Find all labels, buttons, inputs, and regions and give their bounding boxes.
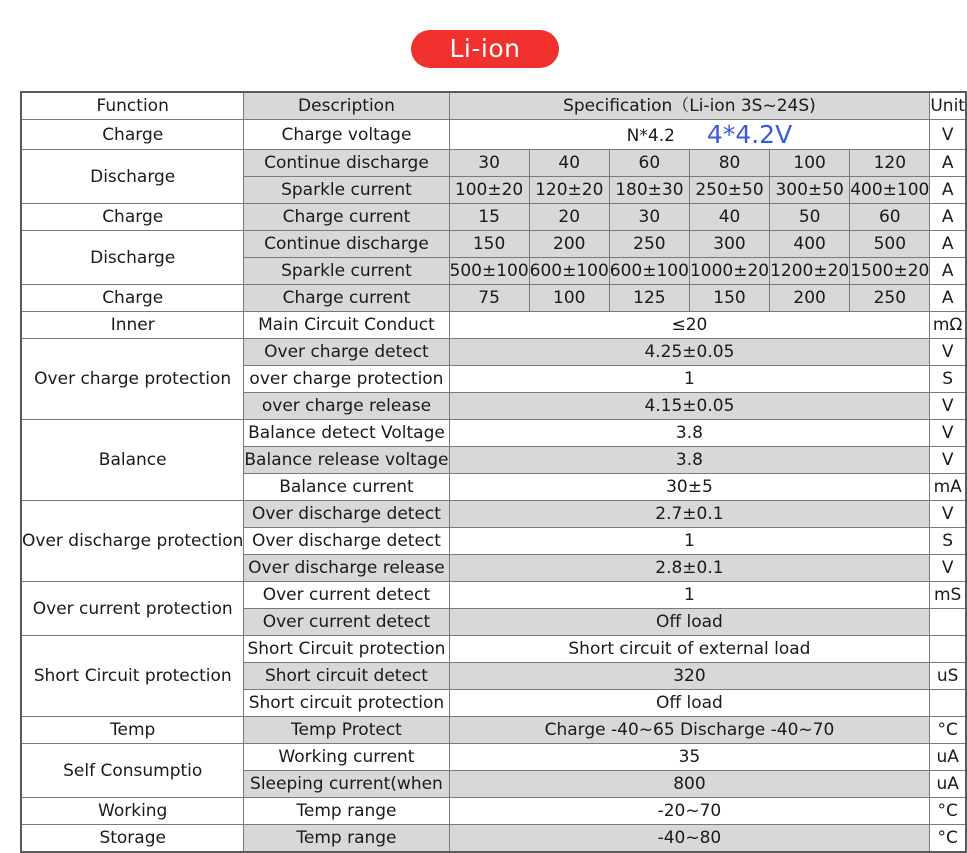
unit-cell: V <box>930 555 966 582</box>
spec-cell: Off load <box>449 609 930 636</box>
spec-cell: Charge -40~65 Discharge -40~70 <box>449 717 930 744</box>
spec-cell: 4.25±0.05 <box>449 339 930 366</box>
value-cell: 15 <box>449 204 529 231</box>
spec-cell: 2.7±0.1 <box>449 501 930 528</box>
unit-cell: A <box>930 231 966 258</box>
description-cell: Charge current <box>244 204 449 231</box>
function-cell: Discharge <box>21 150 244 204</box>
unit-cell: °C <box>930 825 966 853</box>
description-cell: Charge current <box>244 285 449 312</box>
table-row <box>21 312 966 339</box>
table-row <box>21 744 966 771</box>
spec-table <box>20 91 967 853</box>
value-cell: 500 <box>850 231 930 258</box>
table-header-row <box>21 92 966 120</box>
unit-cell: V <box>930 120 966 150</box>
value-cell: 30 <box>609 204 689 231</box>
description-cell: Over discharge detect <box>244 501 449 528</box>
table-row <box>21 285 966 312</box>
function-cell: Storage <box>21 825 244 853</box>
table-row <box>21 420 966 447</box>
function-cell: Charge <box>21 204 244 231</box>
unit-cell: A <box>930 258 966 285</box>
unit-cell: V <box>930 447 966 474</box>
spec-cell: -40~80 <box>449 825 930 853</box>
table-row <box>21 582 966 609</box>
function-cell: Working <box>21 798 244 825</box>
unit-cell: V <box>930 339 966 366</box>
spec-cell: 35 <box>449 744 930 771</box>
spec-value: N*4.2 <box>626 126 675 146</box>
table-row <box>21 231 966 258</box>
spec-cell: 1 <box>449 366 930 393</box>
header-specification: Specification（Li-ion 3S~24S) <box>449 92 930 120</box>
spec-cell <box>449 120 930 150</box>
spec-cell: 320 <box>449 663 930 690</box>
description-cell: Short circuit detect <box>244 663 449 690</box>
table-row <box>21 501 966 528</box>
description-cell: Temp range <box>244 825 449 853</box>
function-cell: Balance <box>21 420 244 501</box>
description-cell: Sparkle current <box>244 258 449 285</box>
table-row <box>21 339 966 366</box>
value-cell: 120±20 <box>529 177 609 204</box>
description-cell: over charge release <box>244 393 449 420</box>
function-cell: Over discharge protection <box>21 501 244 582</box>
table-row <box>21 150 966 177</box>
spec-cell: 1 <box>449 528 930 555</box>
value-cell: 400 <box>770 231 850 258</box>
table-row <box>21 204 966 231</box>
unit-cell: A <box>930 150 966 177</box>
table-row <box>21 120 966 150</box>
unit-cell: mΩ <box>930 312 966 339</box>
description-cell: Balance release voltage <box>244 447 449 474</box>
value-cell: 600±100 <box>609 258 689 285</box>
value-cell: 1200±20 <box>770 258 850 285</box>
function-cell: Charge <box>21 285 244 312</box>
spec-cell: 1 <box>449 582 930 609</box>
value-cell: 60 <box>850 204 930 231</box>
unit-cell: A <box>930 204 966 231</box>
value-cell: 1000±20 <box>689 258 769 285</box>
unit-cell: V <box>930 420 966 447</box>
description-cell: Over current detect <box>244 582 449 609</box>
description-cell: Main Circuit Conduct <box>244 312 449 339</box>
value-cell: 180±30 <box>609 177 689 204</box>
description-cell: Over charge detect <box>244 339 449 366</box>
value-cell: 100±20 <box>449 177 529 204</box>
spec-cell: Short circuit of external load <box>449 636 930 663</box>
function-cell: Short Circuit protection <box>21 636 244 717</box>
description-cell: Sparkle current <box>244 177 449 204</box>
spec-cell: 3.8 <box>449 420 930 447</box>
function-cell: Over charge protection <box>21 339 244 420</box>
description-cell: Charge voltage <box>244 120 449 150</box>
value-cell: 150 <box>689 285 769 312</box>
unit-cell <box>930 636 966 663</box>
description-cell: Over discharge detect <box>244 528 449 555</box>
function-cell: Self Consumptio <box>21 744 244 798</box>
description-cell: Continue discharge <box>244 231 449 258</box>
value-cell: 400±100 <box>850 177 930 204</box>
description-cell: Temp range <box>244 798 449 825</box>
value-cell: 250±50 <box>689 177 769 204</box>
spec-cell: 4.15±0.05 <box>449 393 930 420</box>
function-cell: Inner <box>21 312 244 339</box>
spec-cell: 800 <box>449 771 930 798</box>
value-cell: 40 <box>529 150 609 177</box>
value-cell: 120 <box>850 150 930 177</box>
unit-cell: V <box>930 501 966 528</box>
description-cell: Over current detect <box>244 609 449 636</box>
value-cell: 60 <box>609 150 689 177</box>
header-unit: Unit <box>930 92 966 120</box>
value-cell: 75 <box>449 285 529 312</box>
description-cell: Working current <box>244 744 449 771</box>
unit-cell: uS <box>930 663 966 690</box>
function-cell: Temp <box>21 717 244 744</box>
value-cell: 30 <box>449 150 529 177</box>
value-cell: 300 <box>689 231 769 258</box>
value-cell: 100 <box>770 150 850 177</box>
value-cell: 50 <box>770 204 850 231</box>
description-cell: Sleeping current(when <box>244 771 449 798</box>
value-cell: 40 <box>689 204 769 231</box>
value-cell: 250 <box>850 285 930 312</box>
unit-cell: S <box>930 366 966 393</box>
unit-cell: mS <box>930 582 966 609</box>
value-cell: 100 <box>529 285 609 312</box>
description-cell: Over discharge release <box>244 555 449 582</box>
unit-cell: S <box>930 528 966 555</box>
value-cell: 1500±20 <box>850 258 930 285</box>
spec-cell: 30±5 <box>449 474 930 501</box>
unit-cell <box>930 609 966 636</box>
unit-cell: mA <box>930 474 966 501</box>
unit-cell: V <box>930 393 966 420</box>
description-cell: Balance current <box>244 474 449 501</box>
value-cell: 300±50 <box>770 177 850 204</box>
value-cell: 500±100 <box>449 258 529 285</box>
spec-cell: -20~70 <box>449 798 930 825</box>
table-row <box>21 798 966 825</box>
unit-cell <box>930 690 966 717</box>
value-cell: 125 <box>609 285 689 312</box>
header-function: Function <box>21 92 244 120</box>
unit-cell: °C <box>930 798 966 825</box>
description-cell: over charge protection <box>244 366 449 393</box>
description-cell: Short circuit protection <box>244 690 449 717</box>
description-cell: Balance detect Voltage <box>244 420 449 447</box>
spec-note: 4*4.2V <box>706 120 793 149</box>
value-cell: 600±100 <box>529 258 609 285</box>
table-row <box>21 825 966 853</box>
value-cell: 200 <box>529 231 609 258</box>
function-cell: Discharge <box>21 231 244 285</box>
unit-cell: A <box>930 285 966 312</box>
value-cell: 150 <box>449 231 529 258</box>
function-cell: Charge <box>21 120 244 150</box>
description-cell: Continue discharge <box>244 150 449 177</box>
section-title-badge: Li-ion <box>411 30 559 68</box>
spec-cell: 3.8 <box>449 447 930 474</box>
value-cell: 20 <box>529 204 609 231</box>
value-cell: 80 <box>689 150 769 177</box>
spec-cell: ≤20 <box>449 312 930 339</box>
function-cell: Over current protection <box>21 582 244 636</box>
unit-cell: A <box>930 177 966 204</box>
value-cell: 250 <box>609 231 689 258</box>
header-description: Description <box>244 92 449 120</box>
table-row <box>21 636 966 663</box>
unit-cell: uA <box>930 771 966 798</box>
value-cell: 200 <box>770 285 850 312</box>
unit-cell: °C <box>930 717 966 744</box>
spec-cell: Off load <box>449 690 930 717</box>
table-row <box>21 717 966 744</box>
spec-cell: 2.8±0.1 <box>449 555 930 582</box>
unit-cell: uA <box>930 744 966 771</box>
description-cell: Short Circuit protection <box>244 636 449 663</box>
description-cell: Temp Protect <box>244 717 449 744</box>
